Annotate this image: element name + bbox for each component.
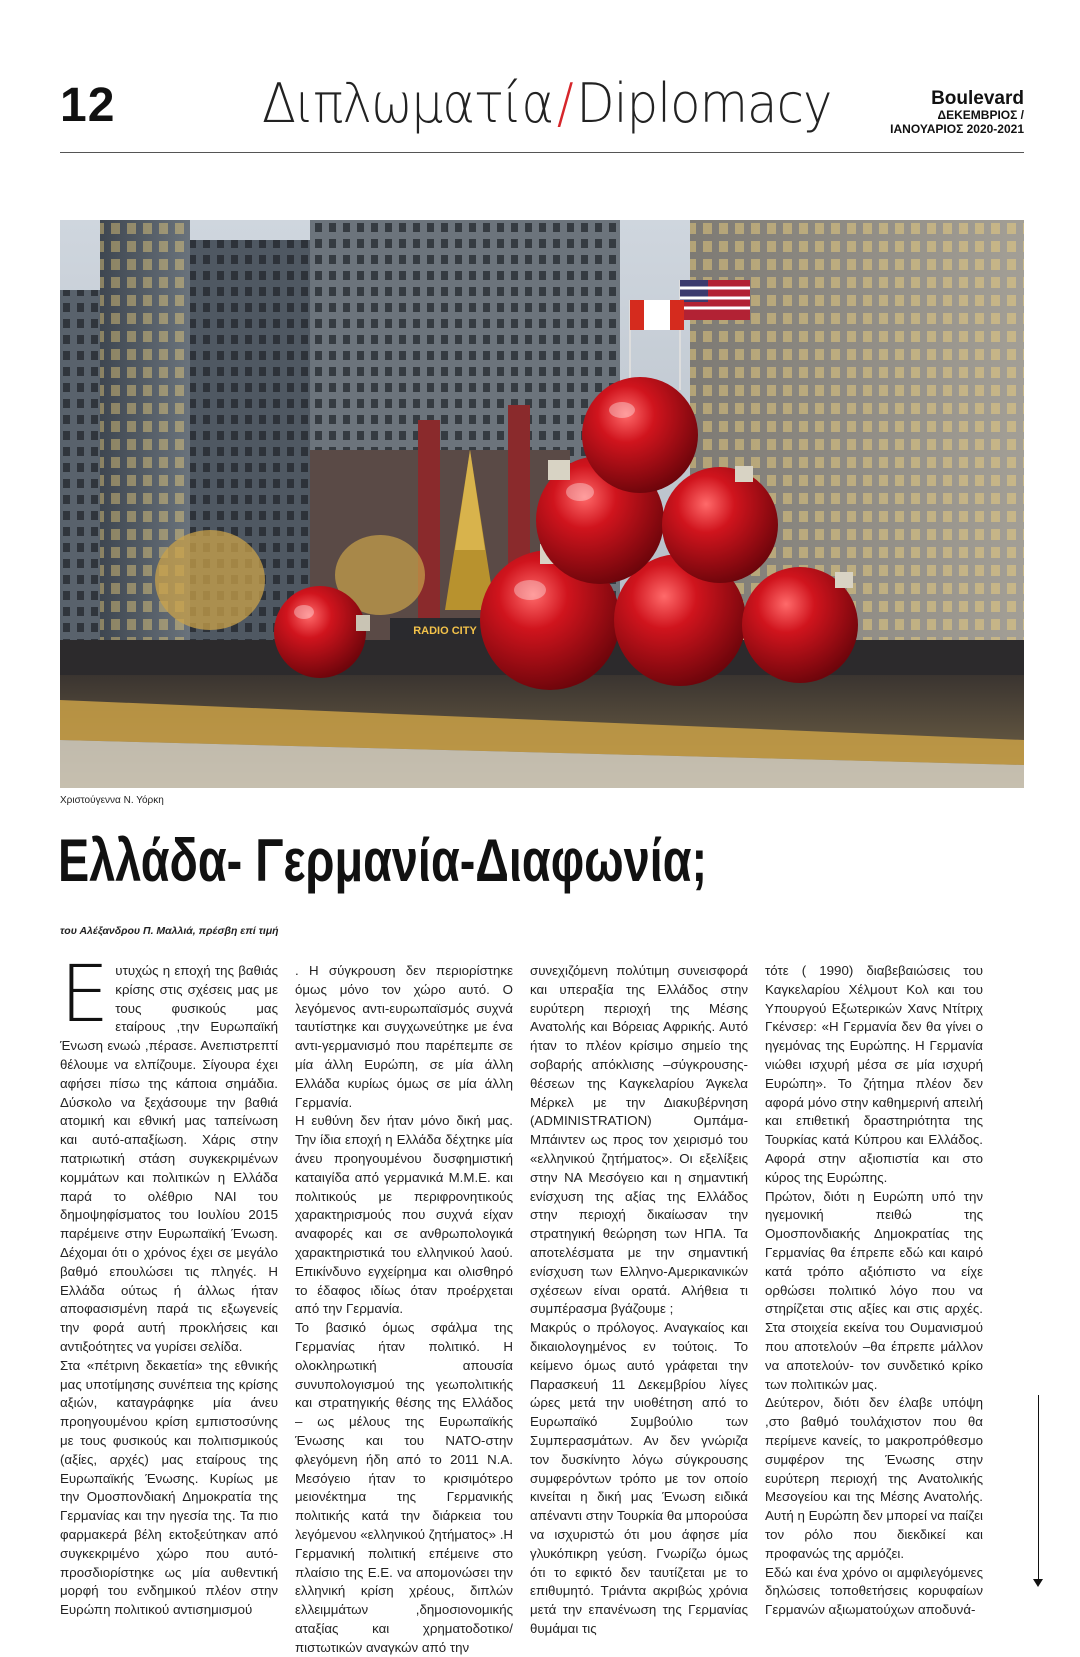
paragraph: Εδώ και ένα χρόνο οι αμφιλεγόμενες δηλώσεις τοποθετήσεις κορυφαίων Γερμανών αξιωματούχων αποδυνά- xyxy=(765,1564,983,1618)
paragraph: Δεύτερον, διότι δεν έλαβε υπόψη ,στο βαθμό τουλάχιστον που θα περίμενε κανείς, το μακροπρόθεσμο συμφέρον της Ένωσης στην ευρύτερη περιοχή της Ανατολικής Μεσογείου και της Μέσης Ανατολής. Αυτή η Ευρώπη δεν μπορεί να παίζει τον ρόλο που διεκδικεί και προφανώς της αρμόζει. xyxy=(765,1395,983,1561)
paragraph-text: υτυχώς η εποχή της βαθιάς κρίσης στις σχέσεις μας με τους φυσικούς μας εταίρους ,την Ευρωπαϊκή Ένωση ενωώ ,πέρασε. Ανεπιστρεπτί θέλουμε να ελπίζουμε. Σίγουρα έχει αφήσει πίσω της κάποια σημάδια. Δύσκολο να ξεχάσουμε την βαθιά ατομική και εθνική μας ταπείνωση και αυτό-απαξίωση. Χάρις στην πατριωτική στάση συγκεκριμένων κομμάτων και πολιτικών η Ελλάδα παρά το ολέθριο ΝΑΙ του δημοψηφίσματος του Ιουλίου 2015 παρέμεινε στην Ευρωπαϊκή Ένωση. Δέχομαι ότι ο χρόνος έχει σε μεγάλο βαθμό επουλώσει τις πληγές. Η Ελλάδα ούτως ή άλλως ήταν αποφασισμένη παρά τις εξωγενείς την φορά αυτή προκλήσεις και αντιξοότητες να γυρίσει σελίδα. xyxy=(60,963,278,1354)
article-photo xyxy=(60,220,1024,788)
paragraph: Στα «πέτρινη δεκαετία» της εθνικής μας υποτίμησης συνέπεια της κρίσης αξιών, καταγράφηκε μία άνευ προηγουμένου κρίση εμπιστοσύνης με τους φυσικούς και πολιτισμικούς (αξίες, αρχές) μας εταίρους της Ευρωπαϊκής Ένωσης. Κυρίως με την Ομοσπονδιακή Δημοκρατία της Γερμανίας και την ηγεσία της. Τα πιο φαρμακερά βέλη εκτοξεύτηκαν από συγκεκριμένο χώρο που αυτό-προσδιορίστηκε ως μία αυθεντική μορφή του ενδημικού πλέον στην Ευρώπη πολιτικού αντισημισμού xyxy=(60,1357,278,1618)
masthead xyxy=(890,90,1024,136)
article-byline: του Αλέξανδρου Π. Μαλλιά, πρέσβη επί τιμή xyxy=(60,925,279,937)
paragraph: Μακρύς ο πρόλογος. Αναγκαίος και δικαιολογημένος εν τούτοις. Το κείμενο όμως αυτό γράφεται την Παρασκευή 11 Δεκεμβρίου λίγες ώρες μετά την υιοθέτηση από το Ευρωπαϊκό Συμβούλιο των Συμπερασμάτων. Αν δεν γνώριζα τον δυσκίνητο λόγω σύγκρουσης συμφερόντων τρόπο με τον οποίο κινείται η δική μας Ένωση ειδικά απέναντι στην Τουρκία θα μπορούσα να ισχυριστώ ότι μου άφησε μία γλυκόπικρη γεύση. Γνωρίζω όμως ότι το εφικτό δεν ταυτίζεται με το επιθυμητό. Τριάντα ακριβώς χρόνια μετά την επανένωση της Γερμανίας θυμάμαι τις xyxy=(530,1320,748,1636)
paragraph: Η ευθύνη δεν ήταν μόνο δική μας. Την ίδια εποχή η Ελλάδα δέχτηκε μία άνευ προηγουμένου δυσφημιστική καταιγίδα από γερμανικά Μ.Μ.Ε. και πολιτικούς με περιφρονητικούς χαρακτηρισμούς που συχνά είχαν αναφορές και σε ανθρωπολογικά χαρακτηριστικά του ελληνικού λαού. Επικίνδυνο εγχείρημα και ολισθηρό το έδαφος ιδίως όταν προέρχεται από την Γερμανία. xyxy=(295,1113,513,1317)
radio-city-sign: RADIO CITY xyxy=(413,625,477,637)
issue-date-line1: ΔΕΚΕΜΒΡΙΟΣ / xyxy=(937,108,1024,122)
publication-name: Boulevard xyxy=(931,88,1024,109)
paragraph: Πρώτον, διότι η Ευρώπη υπό την ηγεμονική πειθώ της Ομοσπονδιακής Δημοκρατίας της Γερμανίας θα έπρεπε εδώ και καιρό κατά τρόπο αξιόπιστο να είχε ορθώσει πολιτικό λόγο που να στηρίζεται στις αξίες και στις αρχές. Στα στοιχεία εκείνα του Ουμανισμού που αποτελούν –θα έπρεπε μάλλον να αποτελούν- τον συνδετικό κρίκο των πολιτικών μας. xyxy=(765,1188,983,1392)
nyc-christmas-ornaments-photo xyxy=(60,220,1024,788)
paragraph xyxy=(60,950,278,1357)
section-title-greek: Διπλωματία xyxy=(262,72,554,135)
paragraph: τότε ( 1990) διαβεβαιώσεις του Καγκελαρίου Χέλμουτ Κολ και του Υπουργού Εξωτερικών Χανς Ντίτριχ Γκένσερ: «Η Γερμανία δεν θα γίνει ο ηγεμόνας της Ευρώπης. Η Γερμανία νιώθει ισχυρή μέσα σε μία ισχυρή Ευρώπη». Το ζήτημα πλέον δεν αφορά μόνο στην καθημερινή απειλή και επιθετική δραστηριότητα της Τουρκίας κατά Κύπρου και Ελλάδος. Αφορά στην αξιοπιστία και στο κύρος της Ευρώπης. xyxy=(765,963,983,1185)
photo-caption: Χριστούγεννα Ν. Υόρκη xyxy=(60,795,164,806)
paragraph: συνεχιζόμενη πολύτιμη συνεισφορά και υπεραξία της Ελλάδος στην ευρύτερη περιοχή της Μέσης Ανατολής και Βόρειας Αφρικής. Αυτό ήταν το πλέον κρίσιμο σημείο της σοβαρής απόκλισης –σύγκρουσης- θέσεων της Καγκελαρίου Άγκελα Μέρκελ με την Διακυβέρνηση (ADMINISTRATION) Ομπάμα-Μπάιντεν ως προς τον χειρισμό του «ελληνικού ζητήματος». Οι εξελίξεις στην ΝΑ Μεσόγειο και η σημαντική ενίσχυση της αξίας της Ελλάδος στην περιοχή δικαίωσαν την στρατηγική θεώρηση των ΗΠΑ. Τα αποτελέσματα με την σημαντική ενίσχυση των Ελληνο-Αμερικανικών σχέσεων είναι ορατά. Αλήθεια τι συμπέρασμα βγάζουμε ; xyxy=(530,963,748,1317)
article-column-1 xyxy=(60,950,278,1620)
header-divider xyxy=(60,152,1024,153)
page-number: 12 xyxy=(60,79,116,132)
section-title-separator: / xyxy=(556,72,573,135)
article-column-3 xyxy=(530,962,748,1639)
paragraph: Το βασικό όμως σφάλμα της Γερμανίας ήταν πολιτικό. Η ολοκληρωτική απουσία συνυπολογισμού της γεωπολιτικής και στρατηγικής θέσης της Ελλάδος – ως μέλους της Ευρωπαϊκής Ένωσης και του ΝΑΤΟ-στην φλεγόμενη ήδη από το 2011 Ν.Α. Μεσόγειο ήταν το κρισιμότερο μειονέκτημα της Γερμανικής πολιτικής κατά την διάρκεια του λεγόμενου «ελληνικού ζητήματος» .Η Γερμανική πολιτική επέμεινε στο πλαίσιο της Ε.Ε. να απομονώσει την ελληνική κρίση χρέους, διπλών ελλειμμάτων ,δημοσιονομικής αταξίας και χρηματοδοτικο/πιστωτικών αναγκών από την xyxy=(295,1320,513,1655)
article-column-2 xyxy=(295,962,513,1657)
article-column-4 xyxy=(765,962,983,1620)
issue-date-line2: ΙΑΝΟΥΑΡΙΟΣ 2020-2021 xyxy=(890,122,1024,136)
section-title xyxy=(262,72,831,135)
article-headline: Ελλάδα- Γερμανία-Διαφωνία; xyxy=(58,827,708,894)
paragraph: . Η σύγκρουση δεν περιορίστηκε όμως μόνο τον χώρο αυτό. Ο λεγόμενος αντι-ευρωπαϊσμός συχνά ταυτίστηκε και συγχωνεύτηκε με ένα αντι-γερμανισμό που παρέπεμπε σε μία άλλη Ευρώπη, σε μία άλλη Ελλάδα κυρίως όμως σε μία άλλη Γερμανία. xyxy=(295,963,513,1110)
continue-arrow-icon xyxy=(1038,1395,1039,1585)
section-title-english: Diplomacy xyxy=(576,72,832,135)
drop-cap: Ε xyxy=(60,950,110,1040)
